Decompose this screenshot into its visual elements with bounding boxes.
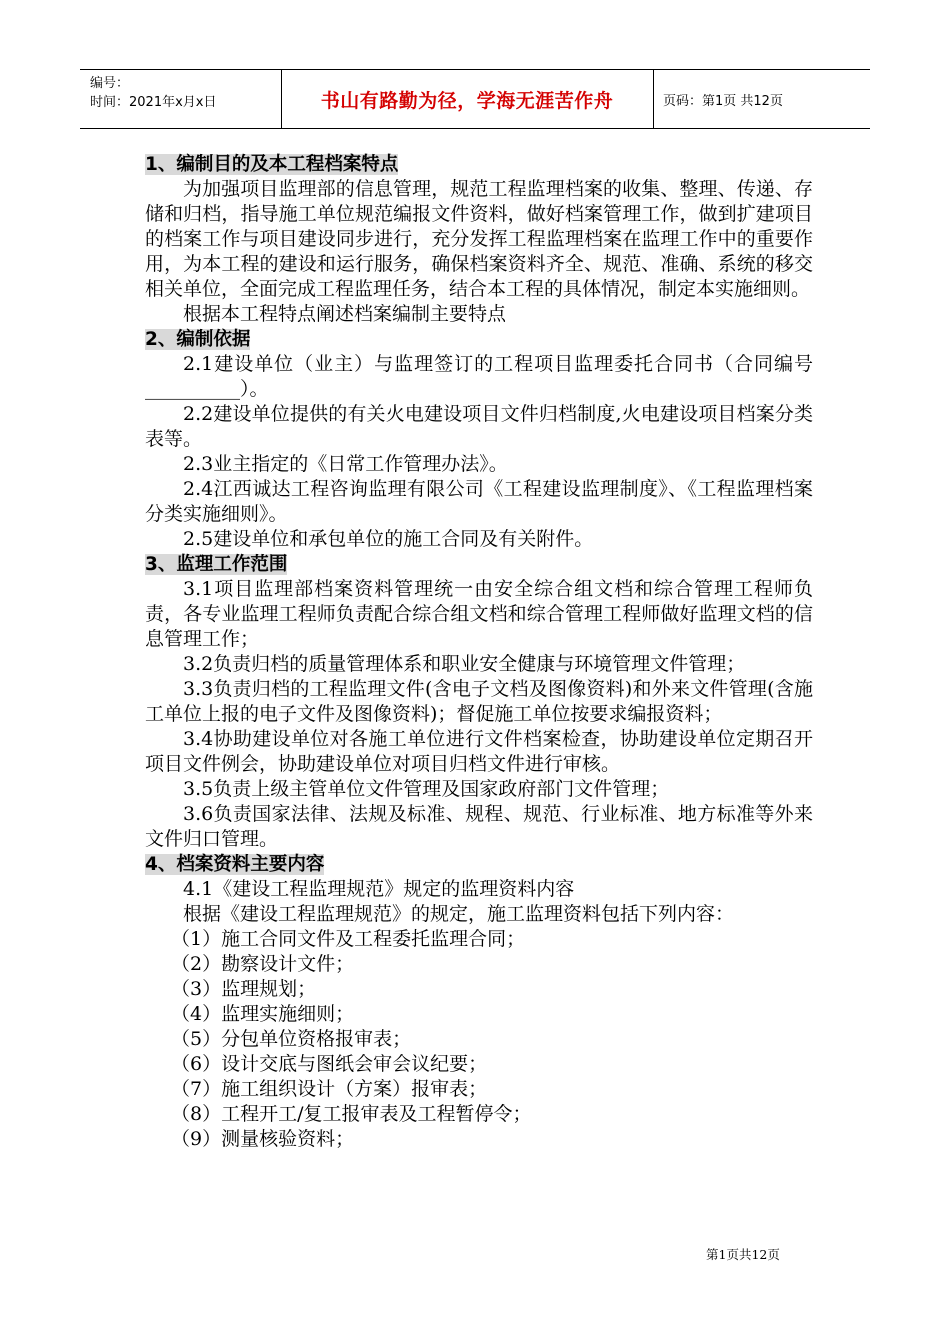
section-heading: 4、档案资料主要内容 [145, 854, 325, 875]
paragraph: 2.1建设单位（业主）与监理签订的工程项目监理委托合同书（合同编号__________）。 [145, 353, 813, 400]
paragraph: 根据本工程特点阐述档案编制主要特点 [183, 303, 507, 325]
header-motto: 书山有路勤为径，学海无涯苦作舟 [320, 90, 614, 112]
section-heading: 3、监理工作范围 [145, 554, 288, 575]
header-meta [90, 74, 216, 112]
header-divider [653, 70, 654, 129]
page-header [80, 69, 870, 129]
list-item: （4）监理实施细则； [171, 1003, 355, 1025]
paragraph: 2.4江西诚达工程咨询监理有限公司《工程建设监理制度》、《工程监理档案分类实施细则》。 [145, 478, 813, 525]
list-item: （7）施工组织设计（方案）报审表； [171, 1078, 488, 1100]
header-page-info: 页码：第1页 共12页 [663, 94, 783, 109]
paragraph: 3.4协助建设单位对各施工单位进行文件档案检查，协助建设单位定期召开项目文件例会，协助建设单位对项目归档文件进行审核。 [145, 728, 813, 775]
paragraph: 3.6负责国家法律、法规及标准、规程、规范、行业标准、地方标准等外来文件归口管理。 [145, 803, 813, 850]
paragraph: 2.5建设单位和承包单位的施工合同及有关附件。 [183, 528, 594, 550]
list-item: （9）测量核验资料； [171, 1128, 355, 1150]
list-item: （2）勘察设计文件； [171, 953, 355, 975]
document-date-label: 时间：2021年x月x日 [90, 95, 217, 110]
section-heading: 2、编制依据 [145, 329, 251, 350]
paragraph: 根据《建设工程监理规范》的规定，施工监理资料包括下列内容： [183, 903, 735, 925]
paragraph: 3.5负责上级主管单位文件管理及国家政府部门文件管理； [183, 778, 670, 800]
document-number-label: 编号： [90, 76, 130, 91]
list-item: （6）设计交底与图纸会审会议纪要； [171, 1053, 488, 1075]
list-item: （5）分包单位资格报审表； [171, 1028, 412, 1050]
paragraph: 3.1项目监理部档案资料管理统一由安全综合组文档和综合管理工程师负责，各专业监理工程师负责配合综合组文档和综合管理工程师做好监理文档的信息管理工作； [145, 578, 813, 650]
list-item: （1）施工合同文件及工程委托监理合同； [171, 928, 526, 950]
page-footer: 第1页共12页 [706, 1247, 780, 1262]
list-item: （8）工程开工/复工报审表及工程暂停令； [171, 1103, 532, 1125]
document-body [145, 152, 813, 1152]
paragraph: 4.1《建设工程监理规范》规定的监理资料内容 [183, 878, 575, 900]
paragraph: 3.2负责归档的质量管理体系和职业安全健康与环境管理文件管理； [183, 653, 746, 675]
section-heading: 1、编制目的及本工程档案特点 [145, 154, 399, 175]
paragraph: 2.2建设单位提供的有关火电建设项目文件归档制度,火电建设项目档案分类表等。 [145, 403, 813, 450]
paragraph: 为加强项目监理部的信息管理，规范工程监理档案的收集、整理、传递、存储和归档，指导施工单位规范编报文件资料，做好档案管理工作，做到扩建项目的档案工作与项目建设同步进行，充分发挥工程监理档案在监理工作中的重要作用，为本工程的建设和运行服务，确保档案资料齐全、规范、准确、系统的移交相关单位，全面完成工程监理任务，结合本工程的具体情况，制定本实施细则。 [145, 178, 813, 300]
paragraph: 3.3负责归档的工程监理文件(含电子文档及图像资料)和外来文件管理(含施工单位上报的电子文件及图像资料)；督促施工单位按要求编报资料； [145, 678, 813, 725]
list-item: （3）监理规划； [171, 978, 317, 1000]
paragraph: 2.3业主指定的《日常工作管理办法》。 [183, 453, 508, 475]
